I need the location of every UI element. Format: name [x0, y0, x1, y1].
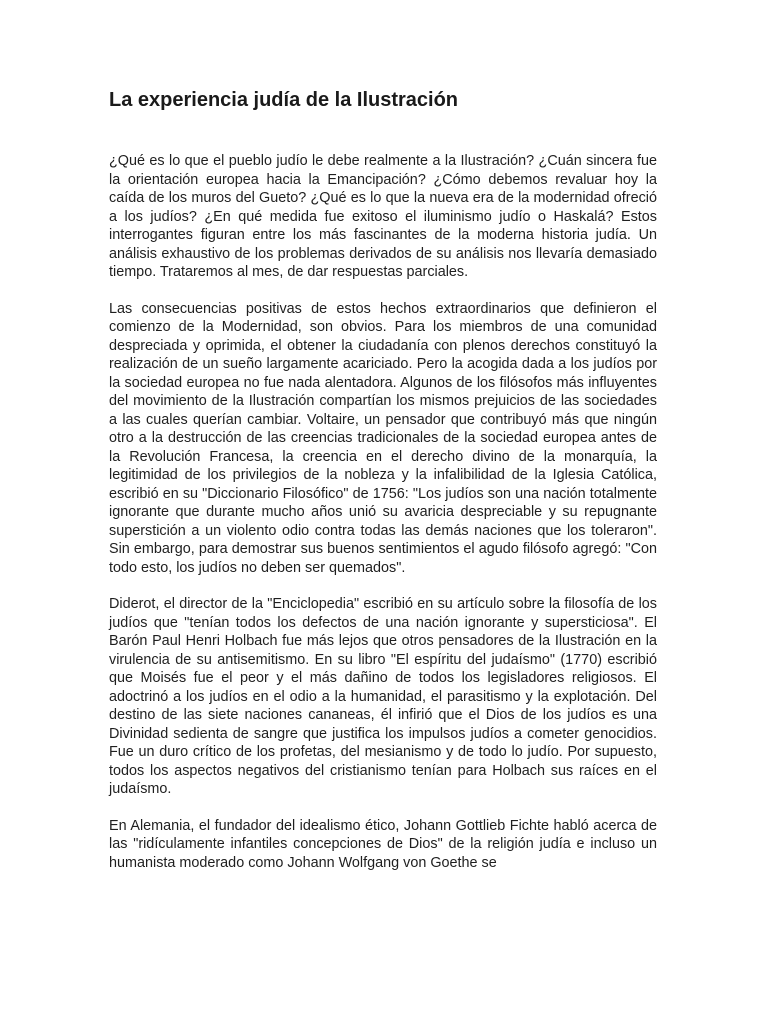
paragraph-4: En Alemania, el fundador del idealismo ético, Johann Gottlieb Fichte habló acerca de las "ridículamente infantiles concepciones de Dios" de la religión judía e incluso un humanista moderado como Johann Wolfgang von Goethe se — [109, 817, 657, 871]
paragraph-1: ¿Qué es lo que el pueblo judío le debe realmente a la Ilustración? ¿Cuán sincera fue la orientación europea hacia la Emancipación? ¿Cómo debemos revaluar hoy la caída de los muros del Gueto? ¿Qué es lo que la nueva era de la modernidad ofreció a los judíos? ¿En qué medida fue exitoso el iluminismo judío o Haskalá? Estos interrogantes figuran entre los más fascinantes de la moderna historia judía. Un análisis exhaustivo de los problemas derivados de su análisis nos llevaría demasiado tiempo. Trataremos al mes, de dar respuestas parciales. — [109, 153, 657, 280]
paragraph-2: Las consecuencias positivas de estos hechos extraordinarios que definieron el comienzo de la Modernidad, son obvios. Para los miembros de una comunidad despreciada y oprimida, el obtener la ciudadanía con plenos derechos constituyó la realización de un sueño largamente acariciado. Pero la acogida dada a los judíos por la sociedad europea no fue nada alentadora. Algunos de los filósofos más influyentes del movimiento de la Ilustración compartían los mismos prejuicios de las sociedades a las cuales querían cambiar. Voltaire, un pensador que contribuyó más que ningún otro a la destrucción de las creencias tradicionales de la sociedad europea antes de la Revolución Francesa, la creencia en el derecho divino de la monarquía, la legitimidad de los privilegios de la nobleza y la infalibilidad de la Iglesia Católica, escribió en su "Diccionario Filosófico" de 1756: "Los judíos son una nación totalmente ignorante que durante mucho años unió su avaricia despreciable y su repugnante superstición a un violento odio contra todas las demás naciones que los toleraron". Sin embargo, para demostrar sus buenos sentimientos el agudo filósofo agregó: "Con todo esto, los judíos no deben ser quemados". — [109, 300, 657, 576]
document-title: La experiencia judía de la Ilustración — [109, 89, 459, 111]
document-page — [109, 88, 657, 890]
paragraph-3: Diderot, el director de la "Enciclopedia" escribió en su artículo sobre la filosofía de los judíos que "tenían todos los defectos de una nación ignorante y supersticiosa". El Barón Paul Henri Holbach fue más lejos que otros pensadores de la Ilustración en la virulencia de su antisemitismo. En su libro "El espíritu del judaísmo" (1770) escribió que Moisés fue el peor y el más dañino de todos los legisladores religiosos. El adoctrinó a los judíos en el odio a la humanidad, el parasitismo y la explotación. Del destino de las siete naciones cananeas, él infirió que el Dios de los judíos es una Divinidad sedienta de sangre que justifica los impulsos judíos a cometer genocidios. Fue un duro crítico de los profetas, del mesianismo y de todo lo judío. Por supuesto, todos los aspectos negativos del cristianismo tenían para Holbach sus raíces en el judaísmo. — [109, 596, 657, 797]
